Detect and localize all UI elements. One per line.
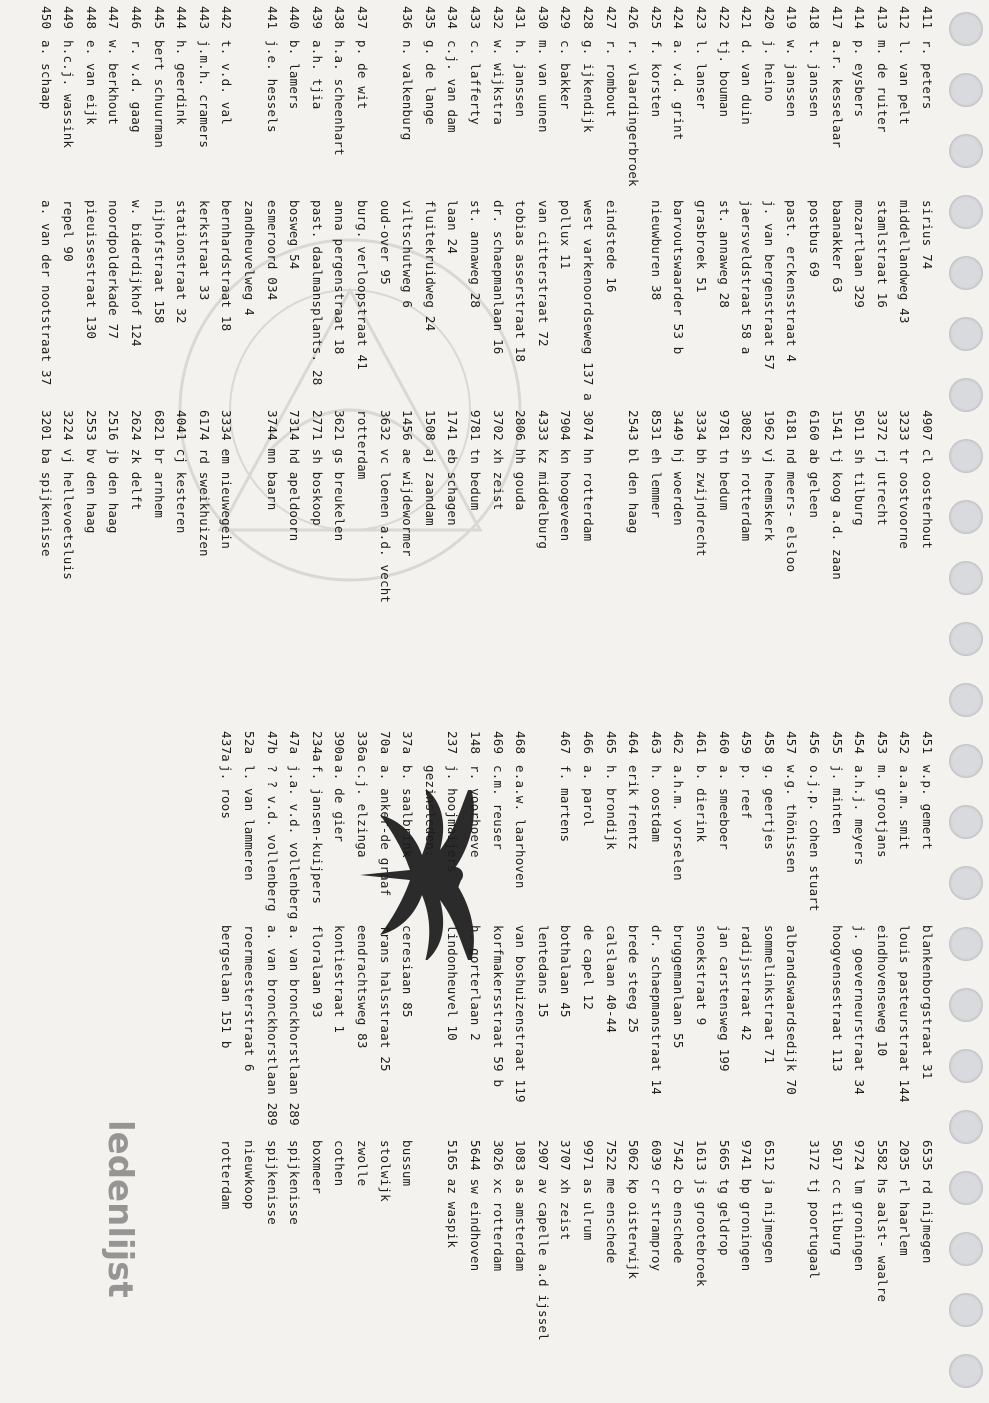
member-id: 425 — [648, 6, 664, 30]
member-id: 437a — [219, 731, 235, 762]
member-city: 5165 az waspik — [445, 1140, 461, 1249]
member-id: 439 — [309, 6, 325, 30]
member-id: 47a — [287, 731, 303, 755]
punch-hole — [949, 1110, 983, 1144]
member-name: l. van pelt — [897, 40, 913, 125]
member-id: 426 — [626, 6, 642, 30]
member-street: west varkenoordseweg 137 a — [581, 200, 596, 401]
member-street: past. erckensstraat 4 — [784, 200, 800, 363]
member-street: tobias asserstraat 18 — [513, 200, 529, 363]
member-id: 419 — [784, 6, 800, 30]
member-id: 437 — [355, 6, 370, 30]
member-city: 1741 eb schagen — [445, 410, 461, 526]
member-city: 6821 br arnhem — [151, 410, 167, 519]
member-street: eindhovenseweg 10 — [874, 925, 890, 1057]
member-name: a.h.m. vorselen — [671, 765, 687, 881]
member-id: 424 — [671, 6, 687, 30]
member-name: h. janssen — [513, 40, 529, 118]
member-id: 390a — [332, 731, 348, 762]
member-street: bruggemanlaan 55 — [671, 925, 687, 1049]
member-city: 8531 eh lemmer — [648, 410, 664, 519]
member-city: 5582 hs aalst- waalre — [874, 1140, 890, 1303]
member-city: 1083 as amsterdam — [513, 1140, 529, 1272]
member-id: 37a — [400, 731, 416, 755]
member-id: 432 — [490, 6, 506, 30]
member-id: 70a — [377, 731, 393, 755]
member-name: r. peters — [920, 40, 935, 110]
member-name: h. geerdink — [174, 40, 190, 125]
member-street: kerkstraat 33 — [196, 200, 212, 301]
member-street: blankenborgstraat 31 — [920, 925, 935, 1080]
member-id: 422 — [716, 6, 732, 30]
punch-hole — [949, 1293, 983, 1327]
member-city: 7542 cb enschede — [671, 1140, 687, 1264]
member-city: 9781 tn bedum — [716, 410, 732, 511]
member-name: b. dierink — [694, 765, 709, 843]
member-city: 3201 ba spijkenisse — [38, 410, 54, 557]
member-street: j. van bergenstraat 57 — [761, 200, 777, 370]
member-id: 435 — [422, 6, 438, 30]
member-id: 450 — [38, 6, 54, 30]
member-city: boxmeer — [309, 1140, 325, 1195]
member-city: 6535 rd nijmegen — [920, 1140, 935, 1264]
member-street: albrandswaardsedijk 70 — [784, 925, 800, 1095]
member-street: dr. schaepmanlaan 16 — [490, 200, 506, 355]
member-street: st. annaweg 28 — [468, 200, 483, 309]
member-name: ? ? v.d. vollenberg — [264, 765, 280, 912]
member-id: 429 — [558, 6, 574, 30]
member-city: 5665 tg geldrop — [716, 1140, 732, 1256]
member-city: 2553 bv den haag — [83, 410, 99, 534]
member-city: 6160 ab geleen — [807, 410, 822, 519]
member-id: 442 — [219, 6, 235, 30]
member-name: h.c.j. wassink — [61, 40, 77, 149]
member-street: zandheuvelweg 4 — [242, 200, 257, 316]
member-id: 452 — [897, 731, 913, 755]
member-street: brede steeg 25 — [626, 925, 642, 1034]
member-id: 444 — [174, 6, 190, 30]
member-city: 3744 mn baarn — [264, 410, 280, 511]
member-street: dr. schaepmanstraat 14 — [648, 925, 664, 1095]
member-id: 468 — [513, 731, 529, 755]
punch-hole — [949, 744, 983, 778]
member-city: 2035 rl haarlem — [897, 1140, 913, 1256]
member-name: a. de gier — [332, 765, 348, 843]
member-city: 3224 vj hellevoetsluis — [61, 410, 77, 580]
member-city: 2806 hh gouda — [513, 410, 529, 511]
member-street: ceresiaan 85 — [400, 925, 416, 1018]
member-id: 445 — [151, 6, 167, 30]
member-name: j.a. v.d. vollenberg — [287, 765, 303, 920]
member-name: j.e. hessels — [264, 40, 280, 133]
member-name: m. grootjans — [874, 765, 890, 858]
member-street: bothalaan 45 — [558, 925, 574, 1018]
member-id: 440 — [287, 6, 303, 30]
member-name: j. heino — [761, 40, 777, 102]
punch-hole — [949, 1171, 983, 1205]
member-name: j.m.h. cramers — [196, 40, 212, 149]
member-city: 6512 ja nijmegen — [761, 1140, 777, 1264]
member-city: 2516 jb den haag — [106, 410, 122, 534]
member-street: nijhofstraat 158 — [151, 200, 167, 324]
member-city: rotterdam — [219, 1140, 235, 1210]
member-id: 421 — [739, 6, 755, 30]
punch-hole — [949, 12, 983, 46]
member-city: spijkenisse — [264, 1140, 280, 1225]
member-city: 6174 rd sweikhuizen — [196, 410, 212, 557]
member-name: t. v.d. val — [219, 40, 235, 125]
member-street: viltschutweg 6 — [400, 200, 416, 309]
member-city: 3632 vc loenen a.d. vecht — [377, 410, 393, 604]
punch-hole — [949, 1354, 983, 1388]
member-city: 3372 rj utrecht — [874, 410, 890, 526]
member-id: 414 — [852, 6, 868, 30]
member-street: laan 24 — [445, 200, 461, 255]
member-name: l. lanser — [694, 40, 709, 110]
member-name: w.g. thönissen — [784, 765, 800, 874]
punch-hole — [949, 134, 983, 168]
member-city: 9781 tn bedum — [468, 410, 483, 511]
member-name: h. brondijk — [603, 765, 619, 850]
member-street: oud-over 95 — [377, 200, 393, 285]
member-city: 3707 xh zeist — [558, 1140, 574, 1241]
member-city: 5062 kp oisterwijk — [626, 1140, 642, 1280]
member-id: 438 — [332, 6, 348, 30]
member-name: j. minten — [829, 765, 845, 835]
punch-hole — [949, 500, 983, 534]
member-id: 459 — [739, 731, 755, 755]
member-street: louis pasteurstraat 144 — [897, 925, 913, 1103]
member-name: j. hoojmaijers — [445, 765, 461, 874]
member-city: 9971 as ulrum — [581, 1140, 596, 1241]
member-street: burg. verloopstraat 41 — [355, 200, 370, 370]
member-city: stolwijk — [377, 1140, 393, 1202]
member-city: 3082 sh rotterdam — [739, 410, 755, 542]
member-city: 3172 tj poortugaal — [807, 1140, 822, 1280]
member-name: f. martens — [558, 765, 574, 843]
member-id: 466 — [581, 731, 596, 755]
member-city: 1508 aj zaandam — [422, 410, 438, 526]
member-name: w.p. gemert — [920, 765, 935, 850]
punch-hole — [949, 195, 983, 229]
member-street: korfmakersstraat 59 b — [490, 925, 506, 1088]
member-name: c.m. reuser — [490, 765, 506, 850]
member-street: bergselaan 151 b — [219, 925, 235, 1049]
member-street: van boshuizenstraat 119 — [513, 925, 529, 1103]
member-id: 47b — [264, 731, 280, 755]
member-city: 7314 hd apeldoorn — [287, 410, 303, 542]
member-id: 457 — [784, 731, 800, 755]
member-name: a. smeeboer — [716, 765, 732, 850]
member-id: 464 — [626, 731, 642, 755]
punch-hole — [949, 1049, 983, 1083]
member-id: 234a — [309, 731, 325, 762]
member-id: 448 — [83, 6, 99, 30]
member-city: nieuwkoop — [242, 1140, 257, 1210]
member-city: zwolle — [355, 1140, 370, 1187]
member-name: n. valkenburg — [400, 40, 416, 141]
member-name: h. oostdam — [648, 765, 664, 843]
member-street: hoogvensestraat 113 — [829, 925, 845, 1072]
member-name: d. van duin — [739, 40, 755, 125]
member-id: 454 — [852, 731, 868, 755]
member-id: 427 — [603, 6, 619, 30]
member-street: stationstraat 32 — [174, 200, 190, 324]
member-id: 443 — [196, 6, 212, 30]
member-street: sirius 74 — [920, 200, 935, 270]
member-id: 148 — [468, 731, 483, 755]
punch-hole — [949, 317, 983, 351]
member-city: 1613 js grootebroek — [694, 1140, 709, 1287]
page-title: ledenlijst — [100, 1120, 140, 1298]
punch-hole — [949, 439, 983, 473]
member-id: 423 — [694, 6, 709, 30]
member-street: jan carstensweg 199 — [716, 925, 732, 1072]
member-name: e.a.w. laarhoven — [513, 765, 529, 889]
member-name: b. saalbrink — [400, 765, 416, 858]
member-street: lentedans 15 — [535, 925, 551, 1018]
punch-hole — [949, 622, 983, 656]
member-street: postbus 69 — [807, 200, 822, 278]
member-city: 3026 xc rotterdam — [490, 1140, 506, 1272]
member-city: rotterdam — [355, 410, 370, 480]
member-name: g. ijkendijk — [581, 40, 596, 133]
member-name: c. lafferty — [468, 40, 483, 125]
member-id: 461 — [694, 731, 709, 755]
member-id: 418 — [807, 6, 822, 30]
punch-hole — [949, 561, 983, 595]
member-street: repel 90 — [61, 200, 77, 262]
member-name: a.h. tjia — [309, 40, 325, 110]
member-name: a.a.m. smit — [897, 765, 913, 850]
member-street: a. van bronckhorstlaan 289 — [264, 925, 280, 1126]
member-name: c.j. van dam — [445, 40, 461, 133]
member-name: g. geertjes — [761, 765, 777, 850]
member-name: m. van uunen — [535, 40, 551, 133]
punch-hole — [949, 378, 983, 412]
member-name: w. wijkstra — [490, 40, 506, 125]
member-name: w. janssen — [784, 40, 800, 118]
member-id: 336a — [355, 731, 370, 762]
member-id: 451 — [920, 731, 935, 755]
member-city: 4041 cj kesteren — [174, 410, 190, 534]
member-street: bernhardstraat 18 — [219, 200, 235, 332]
member-name: w. berkhout — [106, 40, 122, 125]
member-street: de capel 12 — [581, 925, 596, 1010]
member-city: 6039 cr stramproy — [648, 1140, 664, 1272]
member-city: 9724 lm groningen — [852, 1140, 868, 1272]
member-id: 237 — [445, 731, 461, 755]
member-name: e. van eijk — [83, 40, 99, 125]
member-city: 1541 tj koog a.d. zaan — [829, 410, 845, 580]
member-city: 3621 gs breukelen — [332, 410, 348, 542]
member-city: 2771 sh boskoop — [309, 410, 325, 526]
member-city: bussum — [400, 1140, 416, 1187]
member-street: snoekstraat 9 — [694, 925, 709, 1026]
member-name: gezinsleden: — [422, 765, 438, 858]
member-city: 1456 ae wijdewormer — [400, 410, 416, 557]
member-city: 2624 zk delft — [129, 410, 144, 511]
punch-hole — [949, 988, 983, 1022]
member-name: l. van lammeren — [242, 765, 257, 881]
member-street: w. biderdijkhof 124 — [129, 200, 144, 347]
member-city: 6181 nd meers- elsloo — [784, 410, 800, 573]
member-id: 453 — [874, 731, 890, 755]
member-street: van citterstraat 72 — [535, 200, 551, 347]
member-id: 446 — [129, 6, 144, 30]
member-street: eendrachtsweg 83 — [355, 925, 370, 1049]
member-id: 417 — [829, 6, 845, 30]
member-id: 431 — [513, 6, 529, 30]
member-street: floralaan 93 — [309, 925, 325, 1018]
member-street: stamlstraat 16 — [874, 200, 890, 309]
member-street: past. daalmansplants. 28 — [309, 200, 325, 386]
member-city: 3074 hn rotterdam — [581, 410, 596, 542]
member-id: 436 — [400, 6, 416, 30]
member-street: frans halsstraat 25 — [377, 925, 393, 1072]
member-name: f. jansen-kuijpers — [309, 765, 325, 905]
member-id: 455 — [829, 731, 845, 755]
member-id: 441 — [264, 6, 280, 30]
member-street: mozartlaan 329 — [852, 200, 868, 309]
member-name: a.h.j. meyers — [852, 765, 868, 866]
member-street: kontiestraat 1 — [332, 925, 348, 1034]
member-city: 4333 kz middelburg — [535, 410, 551, 550]
member-street: h. gorterlaan 2 — [468, 925, 483, 1041]
member-id: 413 — [874, 6, 890, 30]
member-name: p. eysbers — [852, 40, 868, 118]
member-street: pollux 11 — [558, 200, 574, 270]
member-street: bosweg 54 — [287, 200, 303, 270]
member-id: 469 — [490, 731, 506, 755]
member-street: noordpolderkade 77 — [106, 200, 122, 340]
punch-hole — [949, 256, 983, 290]
member-name: a.r. kesselaar — [829, 40, 845, 149]
member-name: o.j.p. cohen stuart — [807, 765, 822, 912]
member-city: 2543 bl den haag — [626, 410, 642, 534]
member-id: 434 — [445, 6, 461, 30]
member-id: 458 — [761, 731, 777, 755]
member-id: 420 — [761, 6, 777, 30]
member-city: 3449 hj woerden — [671, 410, 687, 526]
member-id: 52a — [242, 731, 257, 755]
member-name: m. de ruiter — [874, 40, 890, 133]
member-list-sheet — [5, 6, 935, 1386]
member-name: j. roos — [219, 765, 235, 820]
member-street: a. van bronckhorstlaan 289 — [287, 925, 303, 1126]
member-street: barvoutswaarder 53 b — [671, 200, 687, 355]
member-city: 1962 vj heemskerk — [761, 410, 777, 542]
member-name: a. schaap — [38, 40, 54, 110]
member-id: 463 — [648, 731, 664, 755]
member-id: 428 — [581, 6, 596, 30]
punch-hole — [949, 805, 983, 839]
member-city: 2907 av capelle a.d ijssel — [535, 1140, 551, 1341]
member-city: 3334 bh zwijndrecht — [694, 410, 709, 557]
member-name: r. vlaardingerbroek — [626, 40, 642, 187]
member-city: spijkenisse — [287, 1140, 303, 1225]
member-street: st. annaweg 28 — [716, 200, 732, 309]
member-name: bert schuurman — [151, 40, 167, 149]
member-id: 465 — [603, 731, 619, 755]
punch-hole — [949, 927, 983, 961]
member-name: erik frentz — [626, 765, 642, 850]
member-street: jaersveldstraat 58 a — [739, 200, 755, 355]
member-id: 412 — [897, 6, 913, 30]
member-street: middellandweg 43 — [897, 200, 913, 324]
member-street: fluitekruidweg 24 — [422, 200, 438, 332]
member-name: a. anker-de graaf — [377, 765, 393, 897]
member-name: h.a. scheenhart — [332, 40, 348, 156]
member-name: r. rombout — [603, 40, 619, 118]
punch-hole — [949, 73, 983, 107]
member-id: 460 — [716, 731, 732, 755]
member-street: j. goeverneurstraat 34 — [852, 925, 868, 1095]
punch-hole — [949, 683, 983, 717]
member-name: r. v.d. gaag — [129, 40, 144, 133]
member-name: g. de lange — [422, 40, 438, 125]
member-city: 4907 cl oosterhout — [920, 410, 935, 550]
member-name: r. voorhoeve — [468, 765, 483, 858]
member-street: a. van der nootstraat 37 — [38, 200, 54, 386]
member-id: 449 — [61, 6, 77, 30]
member-street: sommelinkstraat 71 — [761, 925, 777, 1065]
member-street: nieuwburen 38 — [648, 200, 664, 301]
member-city: 7522 me enschede — [603, 1140, 619, 1264]
member-city: cothen — [332, 1140, 348, 1187]
member-street: eindstede 16 — [603, 200, 619, 293]
member-name: f. korsten — [648, 40, 664, 118]
member-city: 5017 cc tilburg — [829, 1140, 845, 1256]
member-name: b. lamers — [287, 40, 303, 110]
member-city: 3233 tr oostvoorne — [897, 410, 913, 550]
member-street: anna pergenstraat 18 — [332, 200, 348, 355]
member-name: p. reef — [739, 765, 755, 820]
member-id: 467 — [558, 731, 574, 755]
member-street: calslaan 40-44 — [603, 925, 619, 1034]
member-id: 433 — [468, 6, 483, 30]
punch-hole — [949, 1232, 983, 1266]
member-city: 5011 sh tilburg — [852, 410, 868, 526]
member-city: 9741 bp groningen — [739, 1140, 755, 1272]
member-street: baanakker 63 — [829, 200, 845, 293]
member-name: a. parol — [581, 765, 596, 827]
member-name: tj. bouman — [716, 40, 732, 118]
member-name: p. de wit — [355, 40, 370, 110]
member-name: c.j. elzinga — [355, 765, 370, 858]
member-id: 430 — [535, 6, 551, 30]
member-city: 3702 xh zeist — [490, 410, 506, 511]
member-name: t. janssen — [807, 40, 822, 118]
member-id: 411 — [920, 6, 935, 30]
member-city: 7904 kn hoogeveen — [558, 410, 574, 542]
member-city: 5644 sw eindhoven — [468, 1140, 483, 1272]
member-street: radijsstraat 42 — [739, 925, 755, 1041]
member-street: roermeesterstraat 6 — [242, 925, 257, 1072]
member-street: pieuissestraat 130 — [83, 200, 99, 340]
member-id: 462 — [671, 731, 687, 755]
member-city: 3334 em nieuwegein — [219, 410, 235, 550]
member-street: lindonheuvel 10 — [445, 925, 461, 1041]
member-name: c. bakker — [558, 40, 574, 110]
member-street: grasbroek 51 — [694, 200, 709, 293]
member-name: a. v.d. grint — [671, 40, 687, 141]
member-id: 456 — [807, 731, 822, 755]
member-id: 447 — [106, 6, 122, 30]
member-street: esmeroord 034 — [264, 200, 280, 301]
punch-hole — [949, 866, 983, 900]
